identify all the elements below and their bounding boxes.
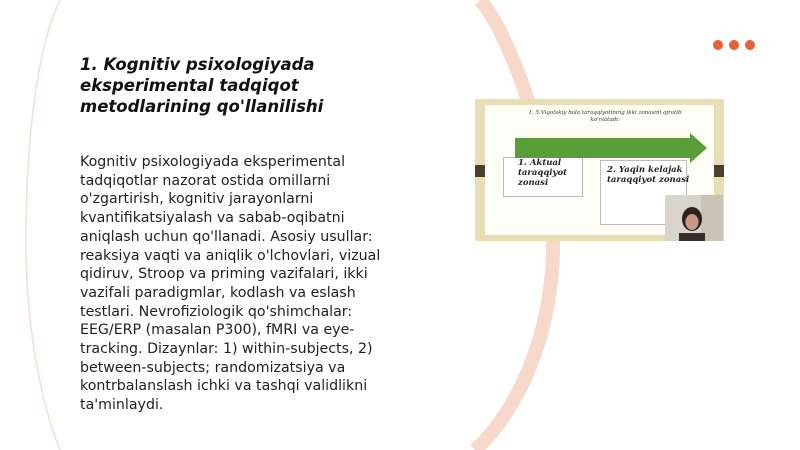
- dot: [745, 40, 755, 50]
- right-bar: [714, 165, 724, 177]
- person-icon: [665, 195, 723, 241]
- slide-title: 1. Kognitiv psixologiyada eksperimental tadqiqot metodlarining qo'llanilishi: [80, 55, 324, 116]
- figure-caption: 1. 5.Vigotskiy bola taraqqiyotining ikki zonasini ajratib ko'rsatadi:: [528, 110, 682, 123]
- figure-image: [475, 99, 724, 241]
- dot: [713, 40, 723, 50]
- zone2-label: 2. Yaqin kelajak taraqqiyot zonasi: [607, 165, 690, 185]
- webcam-thumbnail: [665, 195, 723, 241]
- dot: [729, 40, 739, 50]
- slide-body: Kognitiv psixologiyada eksperimental tadqiqotlar nazorat ostida omillarni o'zgartirish, kognitiv jarayonlarni kvantifikatsiyalash va sabab-oqibatni aniqlash uchun qo'llanadi. Asosiy usullar: reaksiya vaqti va aniqlik o'lchovlari, vizual qidiruv, Stroop va priming vazifalari, ikki vazifali paradigmlar, kodlash va eslash testlari. Nevrofiziologik qo'shimchalar: EEG/ERP (masalan P300), fMRI va eye-tracking. Dizaynlar: 1) within-subjects, 2) between-subjects; randomizatsiya va kontrbalanslash ichki va tashqi validlikni ta'minlaydi.: [80, 154, 381, 414]
- zone1-label: 1. Aktual taraqqiyot zonasi: [518, 158, 568, 188]
- left-bar: [475, 165, 485, 177]
- three-dots-icon[interactable]: [713, 40, 755, 50]
